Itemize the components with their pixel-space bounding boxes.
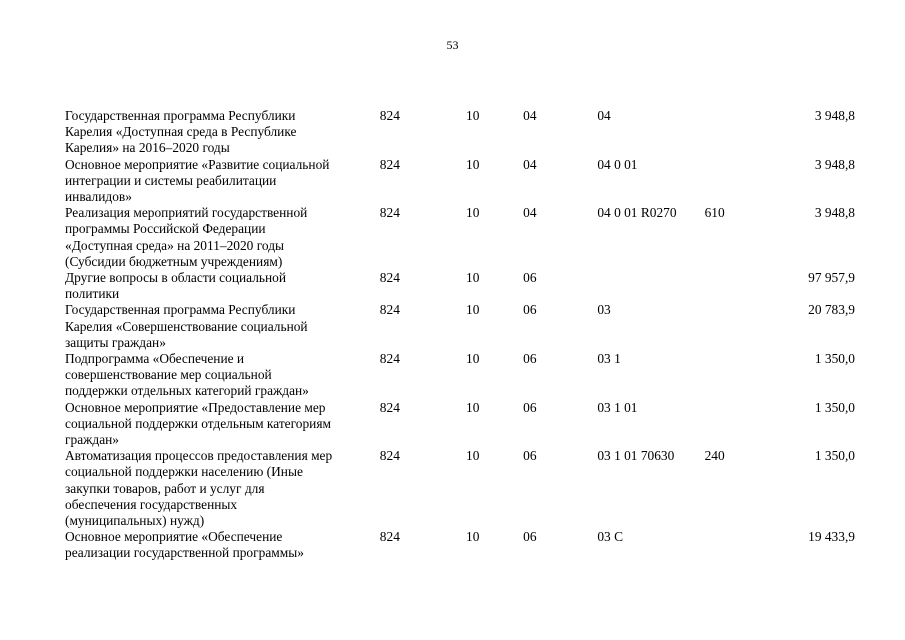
row-name-cell [65,108,380,157]
sum-cell: 97 957,9 [808,270,855,286]
row-name-line: Карелия «Доступная среда в Республике [65,124,297,140]
sum-cell: 3 948,8 [814,108,855,123]
row-name-line: закупки товаров, работ и услуг для [65,480,265,496]
sum-cell: 3 948,8 [814,156,855,172]
subsection-code-cell: 06 [523,448,537,464]
sum-cell: 20 783,9 [808,302,855,318]
row-name-line: политики [65,286,120,302]
row-name-cell [65,400,380,449]
row-name-line: Карелия» на 2016–2020 годы [65,140,230,156]
subsection-code-cell: 06 [523,399,537,415]
row-name-cell [65,529,380,561]
target-article-cell: 03 1 01 [597,399,638,415]
subsection-code-cell: 04 [523,156,537,172]
row-name-line: обеспечения государственных [65,496,238,512]
ministry-code-cell: 824 [379,351,400,367]
row-name-line: Государственная программа Республики [65,302,296,318]
section-code-cell: 10 [466,302,480,318]
sum-cell: 1 350,0 [814,399,855,415]
row-name-line: Карелия «Совершенствование социальной [65,318,308,334]
expense-type-cell [705,351,760,400]
expense-type-cell [705,400,760,449]
row-name-cell [65,205,380,270]
row-name-line: Автоматизация процессов предоставления мер [65,448,333,464]
row-name-cell [65,448,380,529]
row-name-line: социальной поддержки отдельным категориям [65,415,331,431]
row-name-line: Основное мероприятие «Развитие социальной [65,156,330,172]
subsection-code-cell: 06 [523,302,537,318]
target-article-cell: 03 1 01 70630 [597,448,675,464]
ministry-code-cell: 824 [379,205,400,221]
target-article-cell [597,270,704,302]
subsection-code-cell: 06 [523,270,537,286]
target-article-cell: 04 0 01 [597,156,638,172]
table-row [65,400,855,449]
ministry-code-cell: 824 [379,156,400,172]
row-name-cell [65,270,380,302]
row-name-line: социальной поддержки населению (Иные [65,464,303,480]
row-name-cell [65,351,380,400]
ministry-code-cell: 824 [379,399,400,415]
ministry-code-cell: 824 [379,302,400,318]
row-name-line: Основное мероприятие «Предоставление мер [65,399,326,415]
row-name-line: Другие вопросы в области социальной [65,270,287,286]
row-name-cell [65,157,380,206]
row-name-line: Основное мероприятие «Обеспечение [65,529,283,545]
table-row [65,302,855,351]
budget-table-body [65,108,855,562]
section-code-cell: 10 [466,270,480,286]
sum-cell: 3 948,8 [814,205,855,221]
subsection-code-cell: 04 [523,205,537,221]
subsection-code-cell: 06 [523,351,537,367]
section-code-cell: 10 [466,448,480,464]
section-code-cell: 10 [466,108,480,123]
row-name-line: Государственная программа Республики [65,108,296,123]
table-row [65,157,855,206]
row-name-line: реализации государственной программы» [65,545,304,561]
row-name-line: программы Российской Федерации [65,221,266,237]
sum-cell: 1 350,0 [814,351,855,367]
table-row [65,270,855,302]
ministry-code-cell: 824 [379,108,400,123]
row-name-line: (муниципальных) нужд) [65,513,205,529]
row-name-cell [65,302,380,351]
subsection-code-cell: 04 [523,108,537,123]
target-article-cell: 03 С [597,529,623,545]
row-name-line: граждан» [65,432,120,448]
expense-type-cell: 610 [704,205,725,221]
sum-cell: 1 350,0 [814,448,855,464]
expense-type-cell [705,108,760,157]
section-code-cell: 10 [466,529,480,545]
page-number: 53 [446,38,459,52]
target-article-cell: 04 [597,108,611,123]
expense-type-cell [705,529,760,561]
target-article-cell: 03 1 [597,351,621,367]
table-row [65,448,855,529]
expense-type-cell [705,270,760,302]
section-code-cell: 10 [466,156,480,172]
row-name-line: поддержки отдельных категорий граждан» [65,383,309,399]
ministry-code-cell: 824 [379,529,400,545]
section-code-cell: 10 [466,205,480,221]
row-name-line: (Субсидии бюджетным учреждениям) [65,253,283,269]
row-name-line: интеграции и системы реабилитации [65,172,277,188]
table-row [65,351,855,400]
row-name-line: совершенствование мер социальной [65,367,272,383]
target-article-cell: 04 0 01 R0270 [597,205,677,221]
section-code-cell: 10 [466,399,480,415]
expense-type-cell [705,157,760,206]
subsection-code-cell: 06 [523,529,537,545]
table-row [65,108,855,157]
ministry-code-cell: 824 [379,448,400,464]
table-row [65,205,855,270]
row-name-line: Подпрограмма «Обеспечение и [65,351,245,367]
budget-table [65,108,855,562]
table-row [65,529,855,561]
row-name-line: инвалидов» [65,189,132,205]
sum-cell: 19 433,9 [808,529,855,545]
row-name-line: защиты граждан» [65,334,166,350]
ministry-code-cell: 824 [379,270,400,286]
section-code-cell: 10 [466,351,480,367]
target-article-cell: 03 [597,302,611,318]
row-name-line: «Доступная среда» на 2011–2020 годы [65,237,285,253]
expense-type-cell: 240 [704,448,725,464]
expense-type-cell [705,302,760,351]
row-name-line: Реализация мероприятий государственной [65,205,308,221]
